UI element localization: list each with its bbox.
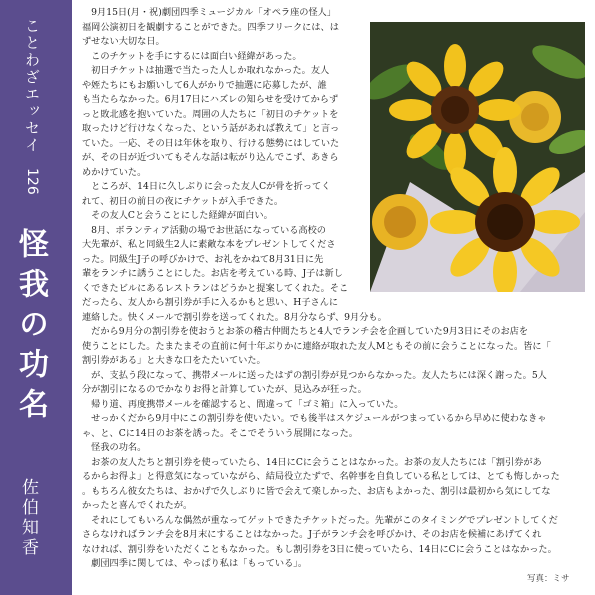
body-top-line-18: った。同級生J子の呼びかけで、お礼をかねて8月31日に先 xyxy=(82,253,324,265)
sunflower-bouquet-photo xyxy=(370,22,585,292)
body-top-line-8: っと敗北感を抱いていた。周囲の人たちに「初日のチケットを xyxy=(82,108,339,120)
sidebar-band xyxy=(0,0,72,595)
body-top-line-22: 連絡した。快くメールで割引券を送ってくれた。8月分ならず、9月分も。 xyxy=(82,311,387,323)
body-top-line-11: が、その日が近づいてもそんな話は転がり込んでこず、あきら xyxy=(82,152,339,163)
body-top-line-21: だったら、友人から割引券が手に入るかもと思い、H子さんに xyxy=(82,297,339,308)
body-top-line-7: も当たらなかった。6月17日にハズレの知らせを受けてからず xyxy=(82,94,339,105)
body-bottom-line-10: お茶の友人たちと割引券を使っていたら、14日にCに会うことはなかった。お茶の友人たちには「割引券があ xyxy=(82,456,542,468)
body-bottom-line-17: 劇団四季に関しては、やっぱり私は「もっている」。 xyxy=(82,558,308,569)
body-bottom-line-3: 割引券がある」と大きな口をたたいていた。 xyxy=(82,355,266,366)
author-name: 佐伯知香 xyxy=(18,478,38,558)
series-label: ことわざエッセイ xyxy=(23,18,41,154)
body-top-line-9: 取ったけど行けなくなった、という話があれば教えて」と言っ xyxy=(82,123,340,134)
body-bottom-line-2: 使うことにした。たまたまその直前に何十年ぶりかに連絡が取れた友人Mともその前に会うことになった。皆に「 xyxy=(82,340,551,352)
body-bottom-line-13: かったと喜んでくれたが。 xyxy=(82,500,193,511)
body-top-line-4: このチケットを手にするには面白い経緯があった。 xyxy=(82,50,302,62)
body-top-line-14: れて、初日の前日の夜にチケットが入手できた。 xyxy=(82,195,284,207)
body-bottom-line-12: 。もちろん彼女たちは、おかげで久しぶりに皆で会えて楽しかった、お店もよかった、割引は最初から気にしてな xyxy=(82,485,551,497)
body-top-line-20: くできたビルにあるレストランはどうかと提案してくれた。そこ xyxy=(82,282,349,294)
body-top-line-6: や姪たちにもお願いして6人がかりで抽選に応募したが、誰 xyxy=(82,79,327,91)
body-top-line-16: 8月、ボランティア活動の場でお世話になっている高校の xyxy=(82,224,326,236)
body-top-line-15: その友人Cと会うことにした経緯が面白い。 xyxy=(82,210,273,221)
sunflower-illustration xyxy=(370,22,585,292)
body-bottom-line-9: 怪我の功名。 xyxy=(82,442,147,453)
issue-number: 126 xyxy=(24,168,40,195)
body-top-line-10: ていた。一応、その日は年休を取り、行ける態勢にはしていた xyxy=(82,137,340,149)
body-bottom-line-1: だから9月分の割引券を使おうとお茶の稽古仲間たちと4人でランチ会を企画していた9月3日にそのお店を xyxy=(82,326,529,337)
body-top-line-13: ところが、14日に久しぶりに会った友人Cが骨を折ってく xyxy=(82,181,331,192)
body-top-line-1: 9月15日(月・祝)劇団四季ミュージカル「オペラ座の怪人」 xyxy=(82,7,337,18)
body-top-line-5: 初日チケットは抽選で当たった人しか取れなかった。友人 xyxy=(82,65,330,76)
body-bottom-line-6: 帰り道、再度携帯メールを確認すると、間違って「ゴミ箱」に入っていた。 xyxy=(82,398,404,410)
body-top-line-17: 大先輩が、私と同級生2人に素敵な本をプレゼントしてくださ xyxy=(82,239,336,250)
photo-credit: 写真：ミサ xyxy=(527,574,570,584)
body-bottom-line-11: るからお得よ」と得意気になっていながら、結局役立たずで、名幹事を自負している私としては、とても悔しかった xyxy=(82,471,560,482)
essay-title: 怪我の功名 xyxy=(13,228,48,428)
body-bottom-line-15: さらなければランチ会を8月末にすることはなかった。J子がランチ会を呼びかけ、そのお店を候補にあげてくれ xyxy=(82,529,542,540)
body-top-line-19: 輩をランチに誘うことにした。お店を考えている時、J子は新し xyxy=(82,268,343,279)
body-bottom-line-5: 分が割引になるのでかなりお得と計算していたが、見込みが狂った。 xyxy=(82,384,367,395)
body-top-line-3: ずせない大切な日。 xyxy=(82,36,165,47)
body-top-line-2: 福岡公演初日を観劇することができた。四季フリークには、は xyxy=(82,21,339,33)
body-bottom-line-7: せっかくだから9月中にこの割引券を使いたい。でも後半はスケジュールがつまっているから早めに使わなきゃ xyxy=(82,413,547,424)
body-bottom-line-16: なければ、割引券をいただくこともなかった。もし割引券を3日に使っていたら、14日にCに会うことはなかった。 xyxy=(82,543,557,555)
body-bottom-line-14: それにしてもいろんな偶然が重なってゲットできたチケットだった。先輩がこのタイミングでプレゼントしてくだ xyxy=(82,514,558,526)
body-bottom-line-8: ゃ、と、Cに14日のお茶を誘った。そこでそういう展開になった。 xyxy=(82,427,358,439)
body-top-line-12: めかけていた。 xyxy=(82,166,147,178)
body-bottom-line-4: が、支払う段になって、携帯メールに送ったはずの割引券が見つからなかった。友人たちには深く謝った。5人 xyxy=(82,369,547,381)
